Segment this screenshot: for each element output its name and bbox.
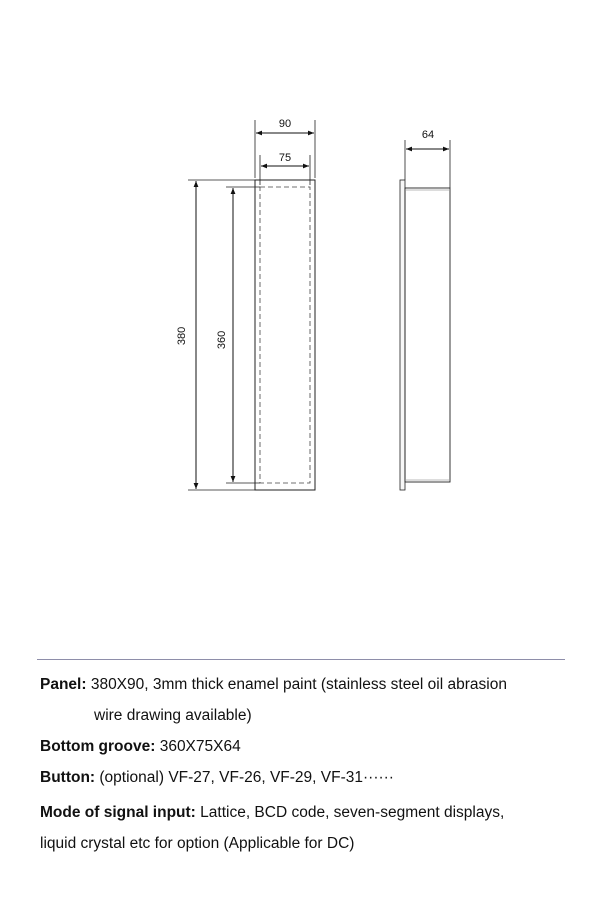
depth-64-dimension bbox=[405, 129, 450, 188]
spec-panel-value-cont: wire drawing available) bbox=[94, 707, 252, 724]
height-360-dimension bbox=[216, 187, 260, 483]
spec-panel-value: 380X90, 3mm thick enamel paint (stainless steel oil abrasion bbox=[86, 676, 507, 693]
section-divider bbox=[37, 659, 565, 660]
depth-64-label: 64 bbox=[421, 129, 435, 141]
spec-panel bbox=[40, 675, 507, 695]
spec-button bbox=[40, 768, 394, 788]
spec-button-label: Button: bbox=[40, 769, 96, 786]
front-view bbox=[255, 180, 315, 490]
side-groove-body bbox=[405, 188, 450, 482]
width-90-label: 90 bbox=[278, 118, 292, 130]
height-360-label: 360 bbox=[216, 330, 228, 350]
spec-signal bbox=[40, 803, 504, 823]
groove-outline bbox=[260, 187, 310, 483]
height-380-label: 380 bbox=[176, 326, 188, 346]
spec-panel-label: Panel: bbox=[40, 676, 87, 693]
side-panel-face bbox=[400, 180, 405, 490]
spec-signal-cont bbox=[40, 834, 354, 854]
spec-signal-value: Lattice, BCD code, seven-segment displays, bbox=[195, 804, 505, 821]
spec-groove bbox=[40, 737, 241, 757]
spec-groove-value: 360X75X64 bbox=[155, 738, 241, 755]
side-view bbox=[400, 180, 450, 490]
width-75-label: 75 bbox=[278, 152, 292, 164]
spec-button-value: (optional) VF-27, VF-26, VF-29, VF-31······ bbox=[95, 769, 394, 786]
spec-panel-cont bbox=[94, 706, 252, 726]
spec-signal-label: Mode of signal input: bbox=[40, 804, 196, 821]
spec-signal-value-cont: liquid crystal etc for option (Applicable for DC) bbox=[40, 835, 355, 852]
panel-outline bbox=[255, 180, 315, 490]
width-90-dimension bbox=[255, 118, 315, 178]
spec-groove-label: Bottom groove: bbox=[40, 738, 156, 755]
